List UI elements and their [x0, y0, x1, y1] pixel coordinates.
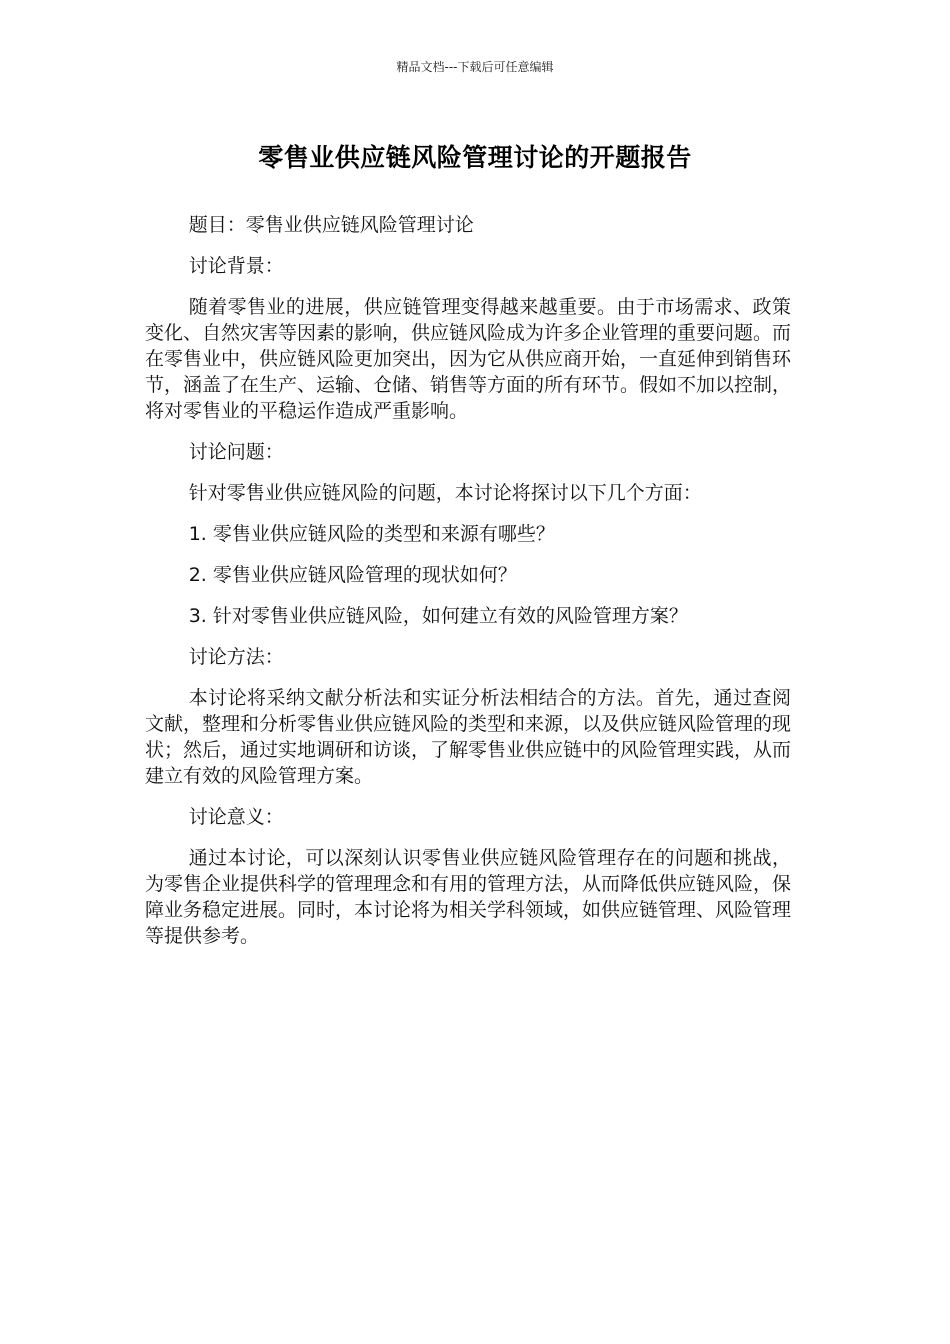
- significance-paragraph: 通过本讨论，可以深刻认识零售业供应链风险管理存在的问题和挑战，为零售企业提供科学的管理理念和有用的管理方法，从而降低供应链风险，保障业务稳定进展。同时，本讨论将为相关学科领域，如供应链管理、风险管理等提供参考。: [145, 847, 792, 947]
- method-paragraph: 本讨论将采纳文献分析法和实证分析法相结合的方法。首先，通过查阅文献，整理和分析零售业供应链风险的类型和来源，以及供应链风险管理的现状；然后，通过实地调研和访谈，了解零售业供应链中的风险管理实践，从而建立有效的风险管理方案。: [145, 687, 792, 787]
- method-heading: 讨论方法：: [188, 646, 284, 668]
- document-title: 零售业供应链风险管理讨论的开题报告: [258, 143, 692, 172]
- significance-heading: 讨论意义：: [188, 806, 284, 828]
- questions-heading: 讨论问题：: [188, 441, 284, 463]
- questions-intro: 针对零售业供应链风险的问题，本讨论将探讨以下几个方面：: [188, 482, 702, 504]
- background-paragraph: 随着零售业的进展，供应链管理变得越来越重要。由于市场需求、政策变化、自然灾害等因素的影响，供应链风险成为许多企业管理的重要问题。而在零售业中，供应链风险更加突出，因为它从供应商开始，一直延伸到销售环节，涵盖了在生产、运输、仓储、销售等方面的所有环节。假如不加以控制，将对零售业的平稳运作造成严重影响。: [145, 296, 792, 422]
- header-note: 精品文档---下载后可任意编辑: [396, 60, 554, 74]
- question-item-1: 1. 零售业供应链风险的类型和来源有哪些？: [188, 523, 555, 545]
- question-item-3: 3. 针对零售业供应链风险，如何建立有效的风险管理方案？: [188, 605, 688, 627]
- topic-line: 题目：零售业供应链风险管理讨论: [188, 214, 474, 236]
- question-item-2: 2. 零售业供应链风险管理的现状如何？: [188, 564, 517, 586]
- background-heading: 讨论背景：: [188, 255, 284, 277]
- document-body: [145, 212, 791, 964]
